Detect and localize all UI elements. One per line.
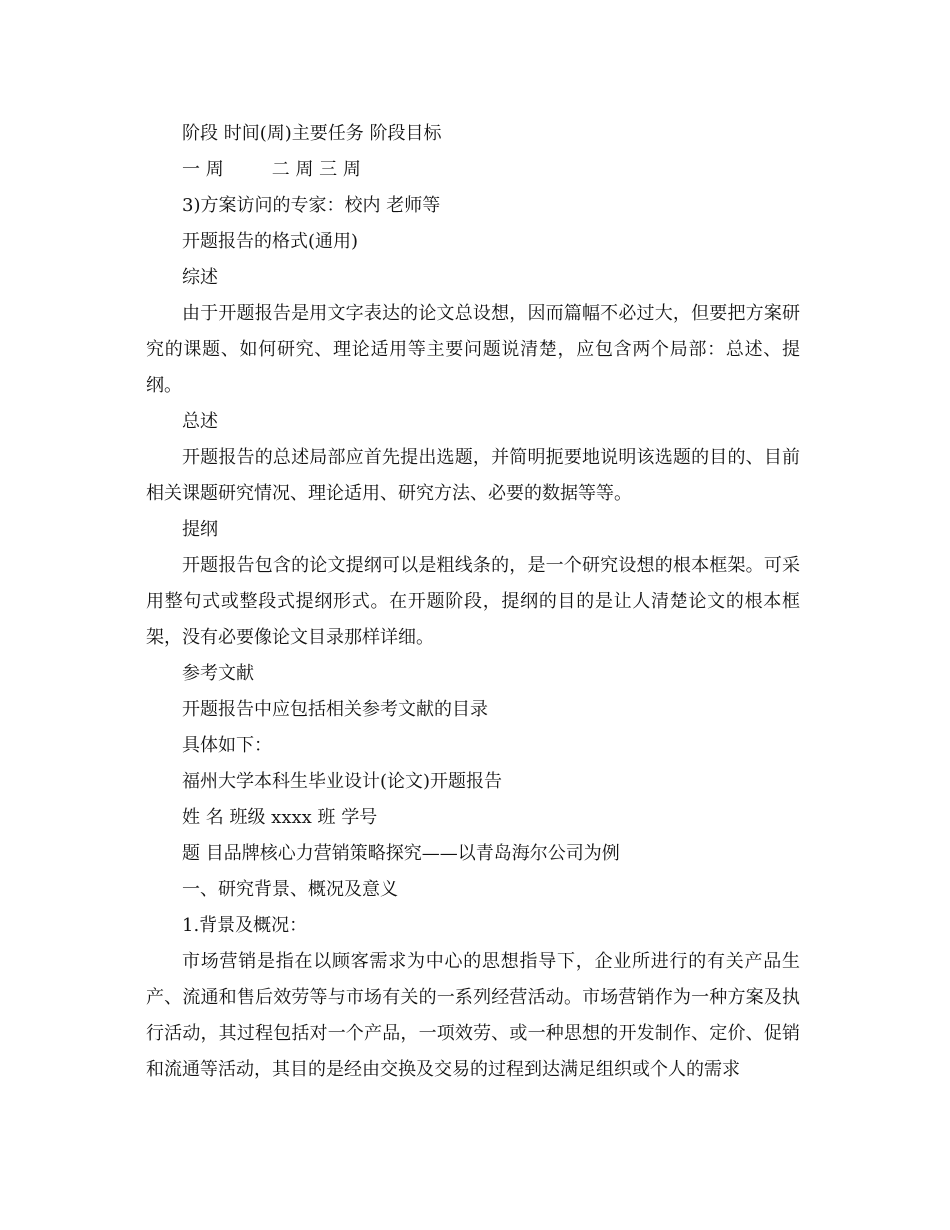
- references-line: 开题报告中应包括相关参考文献的目录: [182, 699, 488, 720]
- background-heading: 1.背景及概况：: [182, 915, 308, 936]
- report-title-line: 福州大学本科生毕业设计(论文)开题报告: [182, 771, 503, 792]
- summary-heading: 总述: [182, 411, 218, 432]
- summary-paragraph: 开题报告的总述局部应首先提出选题，并简明扼要地说明该选题的目的、目前相关课题研究情况、理论适用、研究方法、必要的数据等等。: [146, 447, 800, 504]
- outline-paragraph: 开题报告包含的论文提纲可以是粗线条的，是一个研究设想的根本框架。可采用整句式或整段式提纲形式。在开题阶段，提纲的目的是让人清楚论文的根本框架，没有必要像论文目录那样详细。: [146, 555, 800, 648]
- outline-heading: 提纲: [182, 519, 218, 540]
- overview-heading: 综述: [182, 267, 218, 288]
- week-one-text: 一 周: [182, 159, 224, 180]
- schedule-header-line: 阶段 时间(周)主要任务 阶段目标: [182, 123, 442, 144]
- week-two-three-text: 二 周 三 周: [271, 159, 361, 180]
- student-info-line: 姓 名 班级 xxxx 班 学号: [182, 807, 378, 828]
- format-heading: 开题报告的格式(通用): [182, 231, 359, 252]
- experts-line: 3)方案访问的专家：校内 老师等: [182, 195, 441, 216]
- section-one-heading: 一、研究背景、概况及意义: [182, 879, 398, 900]
- details-line: 具体如下：: [182, 735, 272, 756]
- schedule-weeks-line: [146, 152, 800, 188]
- references-heading: 参考文献: [182, 663, 254, 684]
- topic-line: 题 目品牌核心力营销策略探究——以青岛海尔公司为例: [182, 843, 620, 864]
- marketing-paragraph: 市场营销是指在以顾客需求为中心的思想指导下，企业所进行的有关产品生产、流通和售后效劳等与市场有关的一系列经营活动。市场营销作为一种方案及执行活动，其过程包括对一个产品，一项效劳、或一种思想的开发制作、定价、促销和流通等活动，其目的是经由交换及交易的过程到达满足组织或个人的需求: [146, 951, 800, 1080]
- overview-paragraph: 由于开题报告是用文字表达的论文总设想，因而篇幅不必过大，但要把方案研究的课题、如何研究、理论适用等主要问题说清楚，应包含两个局部：总述、提纲。: [146, 303, 800, 396]
